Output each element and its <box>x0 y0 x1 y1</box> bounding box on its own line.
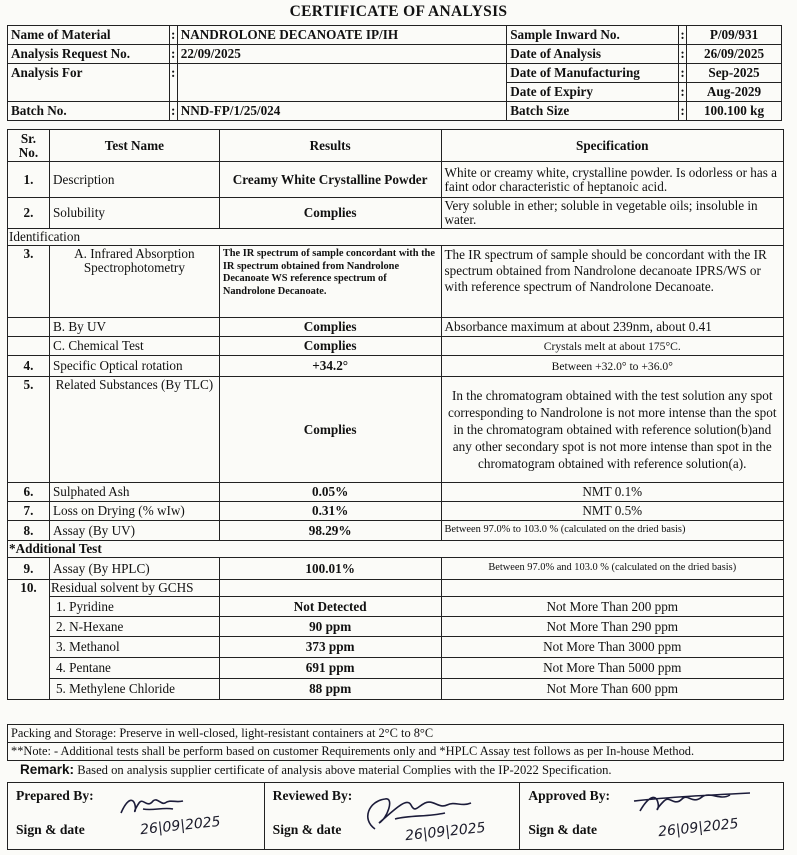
table-row: C. Chemical Test Complies Crystals melt at about 175°C. <box>8 337 784 356</box>
table-row: 7. Loss on Drying (% wIw) 0.31% NMT 0.5% <box>8 502 784 521</box>
prepared-date: 26|09|2025 <box>139 813 222 839</box>
sample-inward-label: Sample Inward No. <box>507 26 679 45</box>
sample-inward-value: P/09/931 <box>687 26 782 45</box>
batch-no-value: NND-FP/1/25/024 <box>177 102 506 121</box>
reviewed-by-label: Reviewed By: <box>272 788 353 803</box>
analysis-for-value <box>177 64 506 102</box>
analysis-request-value: 22/09/2025 <box>177 45 506 64</box>
additional-test-note: **Note: - Additional tests shall be perform based on customer Requirements only and *HPLC Assay test follows as per In-house Method. <box>7 743 784 761</box>
prepared-by-cell <box>8 783 265 850</box>
approved-by-cell <box>520 783 784 850</box>
batch-size-label: Batch Size <box>507 102 679 121</box>
table-row: 4. Specific Optical rotation +34.2° Between +32.0° to +36.0° <box>8 356 784 377</box>
batch-no-label: Batch No. <box>8 102 170 121</box>
date-of-expiry-value: Aug-2029 <box>687 83 782 102</box>
table-row: 1. Description Creamy White Crystalline Powder White or creamy white, crystalline powder. Is odorless or has a faint odor characteristic of heptanoic acid. <box>8 162 784 198</box>
table-row: 8. Assay (By UV) 98.29% Between 97.0% to 103.0 % (calculated on the dried basis) <box>8 521 784 541</box>
table-row: 3. Methanol 373 ppm Not More Than 3000 ppm <box>8 637 784 658</box>
reviewed-by-cell <box>264 783 520 850</box>
section-row-additional: *Additional Test <box>8 541 784 558</box>
page-title: CERTIFICATE OF ANALYSIS <box>289 3 508 20</box>
date-of-manufacturing-label: Date of Manufacturing <box>507 64 679 83</box>
approved-signature <box>630 787 770 821</box>
col-header-sr: Sr. No. <box>8 130 50 162</box>
prepared-by-label: Prepared By: <box>16 788 94 803</box>
remark-text: Based on analysis supplier certificate of analysis above material Complies with the IP-2022 Specification. <box>77 763 612 777</box>
notes-block <box>7 724 784 761</box>
prepared-sign-date-label: Sign & date <box>16 822 85 837</box>
analysis-for-label: Analysis For <box>8 64 170 102</box>
col-header-test: Test Name <box>49 130 219 162</box>
reviewed-sign-date-label: Sign & date <box>272 822 342 837</box>
packing-storage-note: Packing and Storage: Preserve in well-closed, light-resistant containers at 2°C to 8°C <box>7 724 784 743</box>
approved-date: 26|09|2025 <box>657 815 740 841</box>
table-row: B. By UV Complies Absorbance maximum at about 239nm, about 0.41 <box>8 318 784 337</box>
approved-by-label: Approved By: <box>528 788 611 803</box>
table-row: 6. Sulphated Ash 0.05% NMT 0.1% <box>8 483 784 502</box>
remark-label: Remark: <box>20 762 75 777</box>
table-row: 2. N-Hexane 90 ppm Not More Than 290 ppm <box>8 617 784 637</box>
reviewed-date: 26|09|2025 <box>404 819 486 845</box>
table-row: 5. Related Substances (By TLC) Complies In the chromatogram obtained with the test solution any spot corresponding to Nandrolone is not more intense than the spot in the chromatogram obtained with reference solution(b)and any other secondary spot is not more intense than spot in the chromatogram obtained with reference solution(a). <box>8 377 784 483</box>
table-row: 3. A. Infrared Absorption Spectrophotometry The IR spectrum of sample concordant with the IR spectrum obtained from Nandrolone Decanoate WS reference spectrum of Nandrolone Decanoate. The IR spectrum of sample should be concordant with the IR spectrum obtained from Nandrolone decanoate IPRS/WS or with reference spectrum of Nandrolone Decanoate. <box>8 246 784 318</box>
section-row-identification: Identification <box>8 229 784 246</box>
col-header-spec: Specification <box>441 130 784 162</box>
table-row: 5. Methylene Chloride 88 ppm Not More Than 600 ppm <box>8 679 784 700</box>
material-name-label: Name of Material <box>8 26 170 45</box>
date-of-expiry-label: Date of Expiry <box>507 83 679 102</box>
table-row: 9. Assay (By HPLC) 100.01% Between 97.0% and 103.0 % (calculated on the dried basis) <box>8 558 784 580</box>
material-name-value: NANDROLONE DECANOATE IP/IH <box>177 26 506 45</box>
date-of-manufacturing-value: Sep-2025 <box>687 64 782 83</box>
analysis-request-label: Analysis Request No. <box>8 45 170 64</box>
header-table: Name of Material : NANDROLONE DECANOATE IP/IH Sample Inward No. : P/09/931 Analysis Request No. : 22/09/2025 Date of Analysis : 26/09/2025 Analysis For : Date of Manufacturing : Sep-2025 Date of Expiry : Aug-2029 Batch No. : NND-FP/1/25/024 Batch Size : 100.100 kg <box>7 25 782 121</box>
signature-table <box>7 782 784 850</box>
date-of-analysis-value: 26/09/2025 <box>687 45 782 64</box>
approved-sign-date-label: Sign & date <box>528 822 598 837</box>
col-header-results: Results <box>219 130 441 162</box>
table-row: 1. Pyridine Not Detected Not More Than 200 ppm <box>8 597 784 617</box>
remark <box>20 762 612 778</box>
test-results-table <box>7 129 784 700</box>
date-of-analysis-label: Date of Analysis <box>507 45 679 64</box>
table-row: 2. Solubility Complies Very soluble in ether; soluble in vegetable oils; insoluble in water. <box>8 198 784 229</box>
table-row: 4. Pentane 691 ppm Not More Than 5000 ppm <box>8 658 784 679</box>
table-row: 10. Residual solvent by GCHS <box>8 580 784 597</box>
batch-size-value: 100.100 kg <box>687 102 782 121</box>
